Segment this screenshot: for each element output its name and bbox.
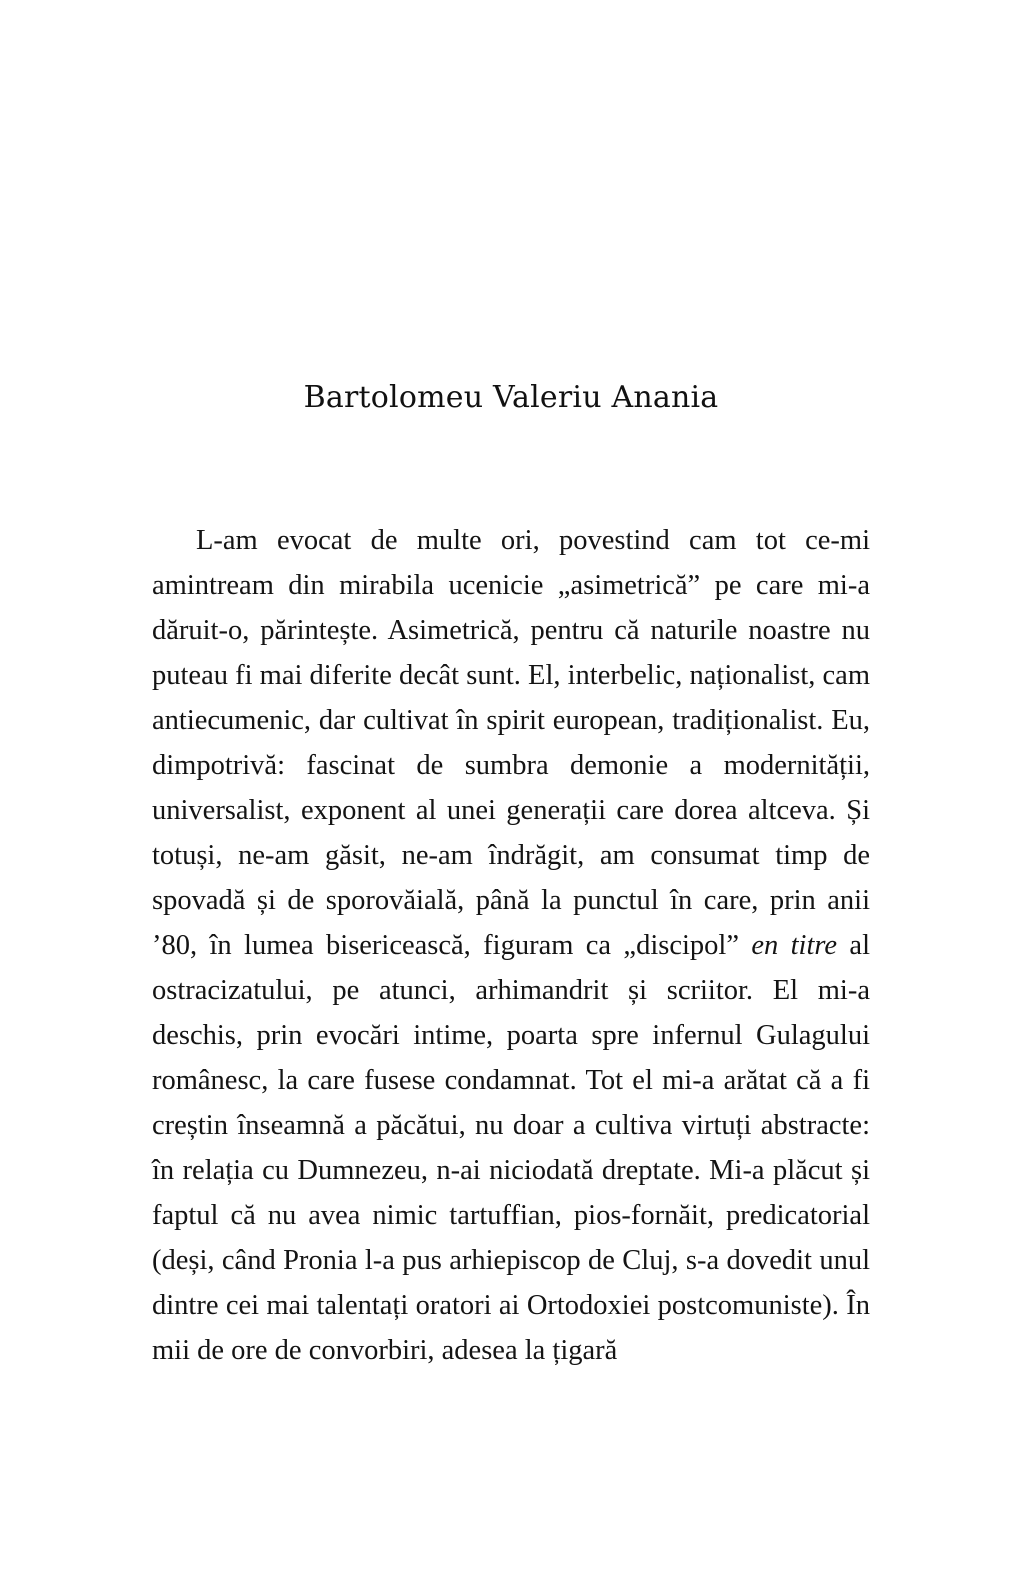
paragraph-italic-phrase: en titre — [751, 930, 838, 961]
body-paragraph — [152, 518, 870, 1373]
page-title: Bartolomeu Valeriu Anania — [303, 380, 719, 415]
paragraph-text-part-1: L-am evocat de multe ori, povestind cam tot ce-mi amintream din mirabila ucenicie „asimetrică” pe care mi-a dăruit-o, părintește. Asimetrică, pentru că naturile noastre nu puteau fi mai diferite decât sunt. El, interbelic, naționalist, cam antiecumenic, dar cultivat în spirit european, tradiționalist. Eu, dimpotrivă: fascinat de sumbra demonie a modernității, universalist, exponent al unei generații care dorea altceva. Și totuși, ne-am găsit, ne-am îndrăgit, am consumat timp de spovadă și de sporovăială, până la punctul în care, prin anii ’80, în lumea bisericească, figuram ca „discipol” — [152, 525, 870, 961]
page-content — [152, 380, 870, 1402]
paragraph-text-part-2: al ostracizatului, pe atunci, arhimandrit și scriitor. El mi-a deschis, prin evocări intime, poarta spre infernul Gulagului românesc, la care fusese condamnat. Tot el mi-a arătat că a fi creștin înseamnă a păcătui, nu doar a cultiva virtuți abstracte: în relația cu Dumnezeu, n-ai niciodată dreptate. Mi-a plăcut și faptul că nu avea nimic tartuffian, pios-fornăit, predicatorial (deși, când Pronia l-a pus arhiepiscop de Cluj, s-a dovedit unul dintre cei mai talentați oratori ai Ortodoxiei postcomuniste). În mii de ore de convorbiri, adesea la țigară — [152, 930, 870, 1366]
